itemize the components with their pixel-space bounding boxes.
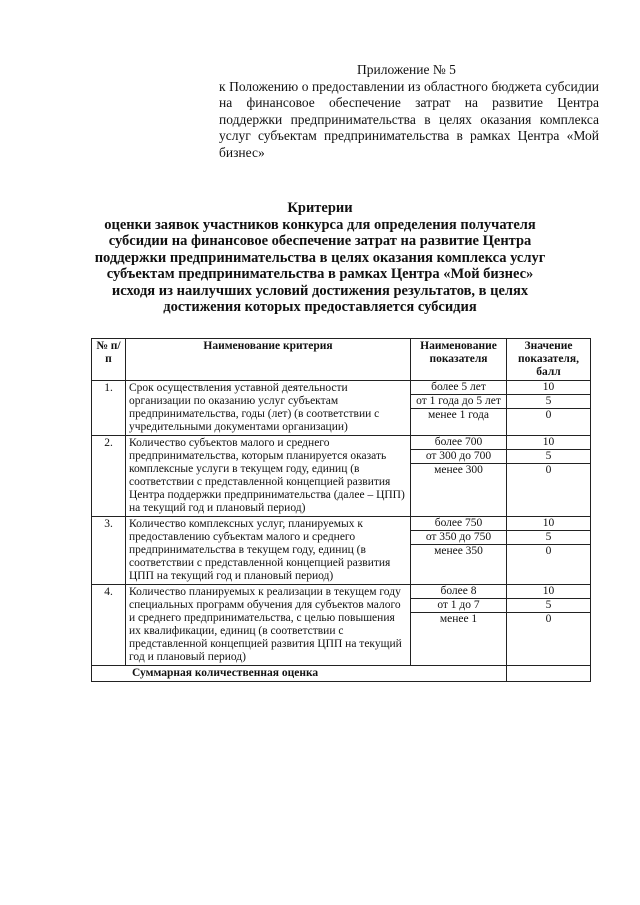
row-values (507, 517, 591, 585)
summary-value (507, 666, 591, 682)
row-values (507, 381, 591, 436)
header-indicator: Наименование показателя (411, 339, 507, 381)
score-value: 5 (507, 599, 590, 613)
row-criterion: Количество субъектов малого и среднего предпринимательства, которым планируется оказать комплексные услуги в текущем году, единиц (в соответствии с представленной концепцией развития Центра поддержки предпринимательства (далее – ЦПП) на текущий год и плановый период) (126, 436, 411, 517)
row-indicators (411, 381, 507, 436)
indicator: более 8 (411, 585, 506, 599)
indicator: от 1 года до 5 лет (411, 395, 506, 409)
score-value: 10 (507, 517, 590, 531)
table-row (92, 517, 591, 585)
score-value: 0 (545, 464, 552, 476)
indicator: более 700 (411, 436, 506, 450)
score-value: 5 (507, 531, 590, 545)
score-value: 10 (507, 381, 590, 395)
indicator: более 5 лет (411, 381, 506, 395)
indicator: менее 1 года (427, 409, 490, 421)
indicator: от 350 до 750 (411, 531, 506, 545)
appendix-number: Приложение № 5 (357, 62, 456, 77)
appendix-note (219, 62, 599, 161)
score-value: 5 (507, 450, 590, 464)
table-row (92, 381, 591, 436)
score-value: 0 (545, 613, 552, 625)
row-indicators (411, 517, 507, 585)
row-num: 3. (92, 517, 126, 585)
score-value: 10 (507, 585, 590, 599)
indicator: от 1 до 7 (411, 599, 506, 613)
indicator: более 750 (411, 517, 506, 531)
score-value: 0 (545, 409, 552, 421)
header-value: Значение показателя, балл (507, 339, 591, 381)
table-row (92, 436, 591, 517)
table-row (92, 585, 591, 666)
summary-label: Суммарная количественная оценка (92, 666, 507, 682)
summary-row (92, 666, 591, 682)
appendix-text: к Положению о предоставлении из областного бюджета субсидии на финансовое обеспечение затрат на развитие Центра поддержки предпринимательства в целях оказания комплекса услуг субъектам предпринимательства в рамках Центра «Мой бизнес» (219, 78, 599, 160)
title-heading: Критерии (287, 200, 353, 216)
criteria-table (91, 338, 591, 682)
indicator: от 300 до 700 (411, 450, 506, 464)
header-criterion: Наименование критерия (126, 339, 411, 381)
row-num: 4. (92, 585, 126, 666)
header-num: № п/п (92, 339, 126, 381)
row-criterion: Срок осуществления уставной деятельности организации по оказанию услуг субъектам предпринимательства, годы (лет) (в соответствии с учредительными документами организации) (126, 381, 411, 436)
indicator: менее 300 (434, 464, 483, 476)
score-value: 10 (507, 436, 590, 450)
row-num: 1. (92, 381, 126, 436)
table-header-row (92, 339, 591, 381)
score-value: 0 (545, 545, 552, 557)
indicator: менее 1 (439, 613, 478, 625)
document-title (85, 200, 555, 316)
score-value: 5 (507, 395, 590, 409)
row-criterion: Количество планируемых к реализации в текущем году специальных программ обучения для субъектов малого и среднего предпринимательства, с целью повышения их квалификации, единиц (в соответствии с представленной концепцией развития ЦПП на текущий год и плановый период) (126, 585, 411, 666)
row-values (507, 585, 591, 666)
row-indicators (411, 436, 507, 517)
indicator: менее 350 (434, 545, 483, 557)
row-num: 2. (92, 436, 126, 517)
row-indicators (411, 585, 507, 666)
title-text: оценки заявок участников конкурса для определения получателя субсидии на финансовое обеспечение затрат на развитие Центра поддержки предпринимательства в целях оказания комплекса услуг субъектам предпринимательства в рамках Центра «Мой бизнес» исходя из наилучших условий достижения результатов, в целях достижения которых предоставляется субсидия (94, 216, 546, 315)
row-values (507, 436, 591, 517)
row-criterion: Количество комплексных услуг, планируемых к предоставлению субъектам малого и среднего предпринимательства в текущем году, единиц (в соответствии с представленной концепцией развития ЦПП на текущий год и плановый период) (126, 517, 411, 585)
